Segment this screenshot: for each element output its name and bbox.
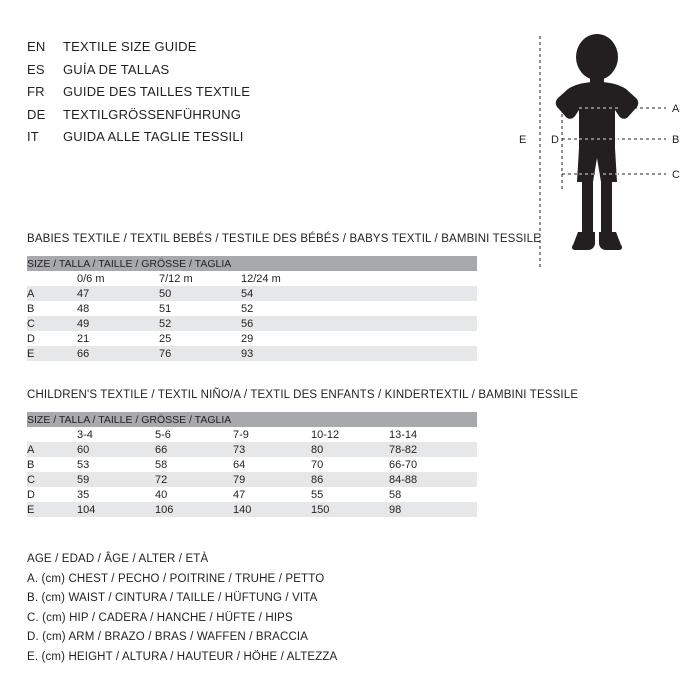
children-row-2-val-4: 84-88 — [389, 472, 477, 487]
legend-line-chest: A. (cm) CHEST / PECHO / POITRINE / TRUHE / PETTO — [27, 572, 325, 585]
babies-row-1-val-0: 48 — [77, 301, 159, 316]
legend-block — [27, 550, 587, 667]
babies-row-3-val-0: 21 — [77, 331, 159, 346]
title-block — [27, 36, 357, 149]
marker-a: A — [672, 103, 680, 115]
title-text-fr: GUIDE DES TAILLES TEXTILE — [63, 84, 251, 99]
table-row — [27, 472, 477, 487]
legend-line-arm: D. (cm) ARM / BRAZO / BRAS / WAFFEN / BRACCIA — [27, 631, 309, 643]
marker-c: C — [672, 169, 680, 181]
title-row-es — [27, 59, 357, 82]
title-lang-fr: FR — [27, 84, 45, 99]
title-lang-en: EN — [27, 39, 46, 54]
title-row-en — [27, 36, 357, 59]
table-row — [27, 502, 477, 517]
children-row-3-label: D — [27, 487, 77, 502]
table-row — [27, 442, 477, 457]
children-row-3-val-1: 40 — [155, 487, 233, 502]
table-header-row — [27, 412, 477, 427]
legend-line-height: E. (cm) HEIGHT / ALTURA / HAUTEUR / HÖHE / ALTEZZA — [27, 650, 338, 663]
title-row-de — [27, 104, 357, 127]
children-row-2-val-0: 59 — [77, 472, 155, 487]
children-row-0-val-1: 66 — [155, 442, 233, 457]
title-lang-de: DE — [27, 106, 46, 122]
marker-d: D — [551, 134, 559, 146]
babies-row-3-val-2: 29 — [241, 331, 477, 346]
babies-row-0-label: A — [27, 286, 77, 301]
babies-row-4-val-1: 76 — [159, 346, 241, 361]
children-row-2-val-3: 86 — [311, 472, 389, 487]
children-col-1: 3-4 — [77, 427, 155, 442]
babies-row-1-val-1: 51 — [159, 301, 241, 316]
legend-line-hip: C. (cm) HIP / CADERA / HANCHE / HÜFTE / HIPS — [27, 611, 293, 624]
children-col-4: 10-12 — [311, 427, 389, 442]
babies-row-0-val-2: 54 — [241, 286, 477, 301]
babies-row-2-label: C — [27, 316, 77, 331]
children-row-2-val-1: 72 — [155, 472, 233, 487]
babies-row-4-val-2: 93 — [241, 346, 477, 361]
children-row-4-val-4: 98 — [389, 502, 477, 517]
title-text-es: GUÍA DE TALLAS — [63, 61, 170, 77]
title-row-it — [27, 126, 357, 149]
marker-b: B — [672, 134, 680, 146]
babies-row-4-label: E — [27, 346, 77, 361]
children-col-0 — [27, 427, 77, 442]
title-text-en: TEXTILE SIZE GUIDE — [63, 39, 197, 54]
children-col-5: 13-14 — [389, 427, 477, 442]
children-row-0-label: A — [27, 442, 77, 457]
title-text-de: TEXTILGRÖSSENFÜHRUNG — [63, 106, 242, 122]
children-row-0-val-0: 60 — [77, 442, 155, 457]
babies-row-3-val-1: 25 — [159, 331, 241, 346]
table-header-row — [27, 256, 477, 271]
table-row — [27, 331, 477, 346]
babies-section-heading: BABIES TEXTILE / TEXTIL BEBÉS / TESTILE DES BÉBÉS / BABYS TEXTIL / BAMBINI TESSILE — [27, 233, 542, 245]
table-row — [27, 487, 477, 502]
title-lang-it: IT — [27, 129, 39, 144]
title-row-fr — [27, 81, 357, 104]
legend-line-waist: B. (cm) WAIST / CINTURA / TAILLE / HÜFTUNG / VITA — [27, 592, 318, 604]
children-row-3-val-3: 55 — [311, 487, 389, 502]
children-section-heading: CHILDREN'S TEXTILE / TEXTIL NIÑO/A / TEXTIL DES ENFANTS / KINDERTEXTIL / BAMBINI TESSILE — [27, 389, 579, 401]
children-row-3-val-0: 35 — [77, 487, 155, 502]
table-column-row — [27, 427, 477, 442]
children-row-2-val-2: 79 — [233, 472, 311, 487]
marker-e: E — [519, 134, 527, 146]
children-row-4-val-1: 106 — [155, 502, 233, 517]
babies-size-table — [27, 256, 477, 361]
babies-row-2-val-0: 49 — [77, 316, 159, 331]
children-col-3: 7-9 — [233, 427, 311, 442]
children-row-4-val-3: 150 — [311, 502, 389, 517]
children-row-1-val-1: 58 — [155, 457, 233, 472]
table-column-row — [27, 271, 477, 286]
children-row-4-val-2: 140 — [233, 502, 311, 517]
babies-col-3: 12/24 m — [241, 271, 477, 286]
table-row — [27, 301, 477, 316]
babies-row-4-val-0: 66 — [77, 346, 159, 361]
table-row — [27, 316, 477, 331]
children-row-0-val-4: 78-82 — [389, 442, 477, 457]
babies-col-0 — [27, 271, 77, 286]
legend-line-age: AGE / EDAD / ÂGE / ALTER / ETÀ — [27, 553, 209, 565]
children-row-1-val-2: 64 — [233, 457, 311, 472]
children-row-2-label: C — [27, 472, 77, 487]
children-row-1-val-0: 53 — [77, 457, 155, 472]
child-silhouette — [556, 34, 639, 250]
babies-row-1-val-2: 52 — [241, 301, 477, 316]
table-row — [27, 457, 477, 472]
children-row-4-val-0: 104 — [77, 502, 155, 517]
babies-row-1-label: B — [27, 301, 77, 316]
children-row-3-val-2: 47 — [233, 487, 311, 502]
children-row-1-label: B — [27, 457, 77, 472]
babies-header-label: SIZE / TALLA / TAILLE / GRÖSSE / TAGLIA — [27, 256, 477, 271]
babies-col-2: 7/12 m — [159, 271, 241, 286]
title-text-it: GUIDA ALLE TAGLIE TESSILI — [63, 129, 244, 144]
children-row-3-val-4: 58 — [389, 487, 477, 502]
babies-row-2-val-2: 56 — [241, 316, 477, 331]
title-lang-es: ES — [27, 61, 45, 77]
children-size-table — [27, 412, 477, 517]
table-row — [27, 346, 477, 361]
children-row-1-val-4: 66-70 — [389, 457, 477, 472]
babies-row-0-val-1: 50 — [159, 286, 241, 301]
children-row-1-val-3: 70 — [311, 457, 389, 472]
table-row — [27, 286, 477, 301]
babies-row-2-val-1: 52 — [159, 316, 241, 331]
babies-col-1: 0/6 m — [77, 271, 159, 286]
babies-row-3-label: D — [27, 331, 77, 346]
children-row-0-val-2: 73 — [233, 442, 311, 457]
babies-row-0-val-0: 47 — [77, 286, 159, 301]
children-col-2: 5-6 — [155, 427, 233, 442]
children-row-4-label: E — [27, 502, 77, 517]
children-row-0-val-3: 80 — [311, 442, 389, 457]
children-header-label: SIZE / TALLA / TAILLE / GRÖSSE / TAGLIA — [27, 412, 477, 427]
